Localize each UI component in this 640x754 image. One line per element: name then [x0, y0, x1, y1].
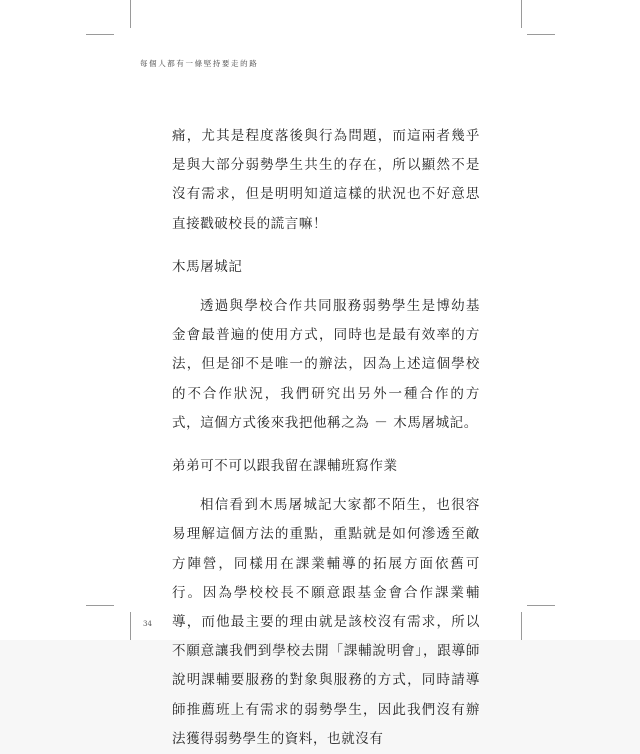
crop-mark-top-right-horizontal [527, 34, 555, 35]
crop-mark-bottom-left-vertical [130, 612, 131, 640]
crop-mark-top-left-vertical [130, 0, 131, 28]
crop-mark-bottom-right-horizontal [527, 605, 555, 606]
paragraph-trojan-horse: 透過與學校合作共同服務弱勢學生是博幼基金會最普遍的使用方式，同時也是最有效率的方法，但是卻不是唯一的辦法，因為上述這個學校的不合作狀況，我們研究出另外一種合作的方式，這個方式後來我把他稱之為 － 木馬屠城記。 [172, 298, 480, 431]
body-text [172, 122, 480, 754]
paragraph-homework: 相信看到木馬屠城記大家都不陌生，也很容易理解這個方法的重點，重點就是如何滲透至敵方陣營，同樣用在課業輔導的拓展方面依舊可行。因為學校校長不願意跟基金會合作課業輔導，而他最主要的理由就是該校沒有需求，所以不願意讓我們到學校去開「課輔說明會」，跟導師說明課輔要服務的對象與服務的方式，同時請導師推薦班上有需求的弱勢學生，因此我們沒有辦法獲得弱勢學生的資料，也就沒有 [172, 497, 480, 747]
paragraph-continued: 痛，尤其是程度落後與行為問題，而這兩者幾乎是與大部分弱勢學生共生的存在，所以顯然不是沒有需求，但是明明知道這樣的狀況也不好意思直接戳破校長的謊言嘛！ [172, 128, 480, 232]
running-head: 每個人都有一條堅持要走的路 [140, 59, 259, 68]
crop-mark-bottom-right-vertical [521, 612, 522, 640]
crop-mark-bottom-left-horizontal [86, 605, 114, 606]
crop-mark-top-left-horizontal [86, 34, 114, 35]
section-heading-homework: 弟弟可不可以跟我留在課輔班寫作業 [172, 458, 398, 475]
page-number: 34 [143, 620, 152, 628]
section-heading-trojan-horse: 木馬屠城記 [172, 258, 243, 275]
crop-mark-top-right-vertical [521, 0, 522, 28]
